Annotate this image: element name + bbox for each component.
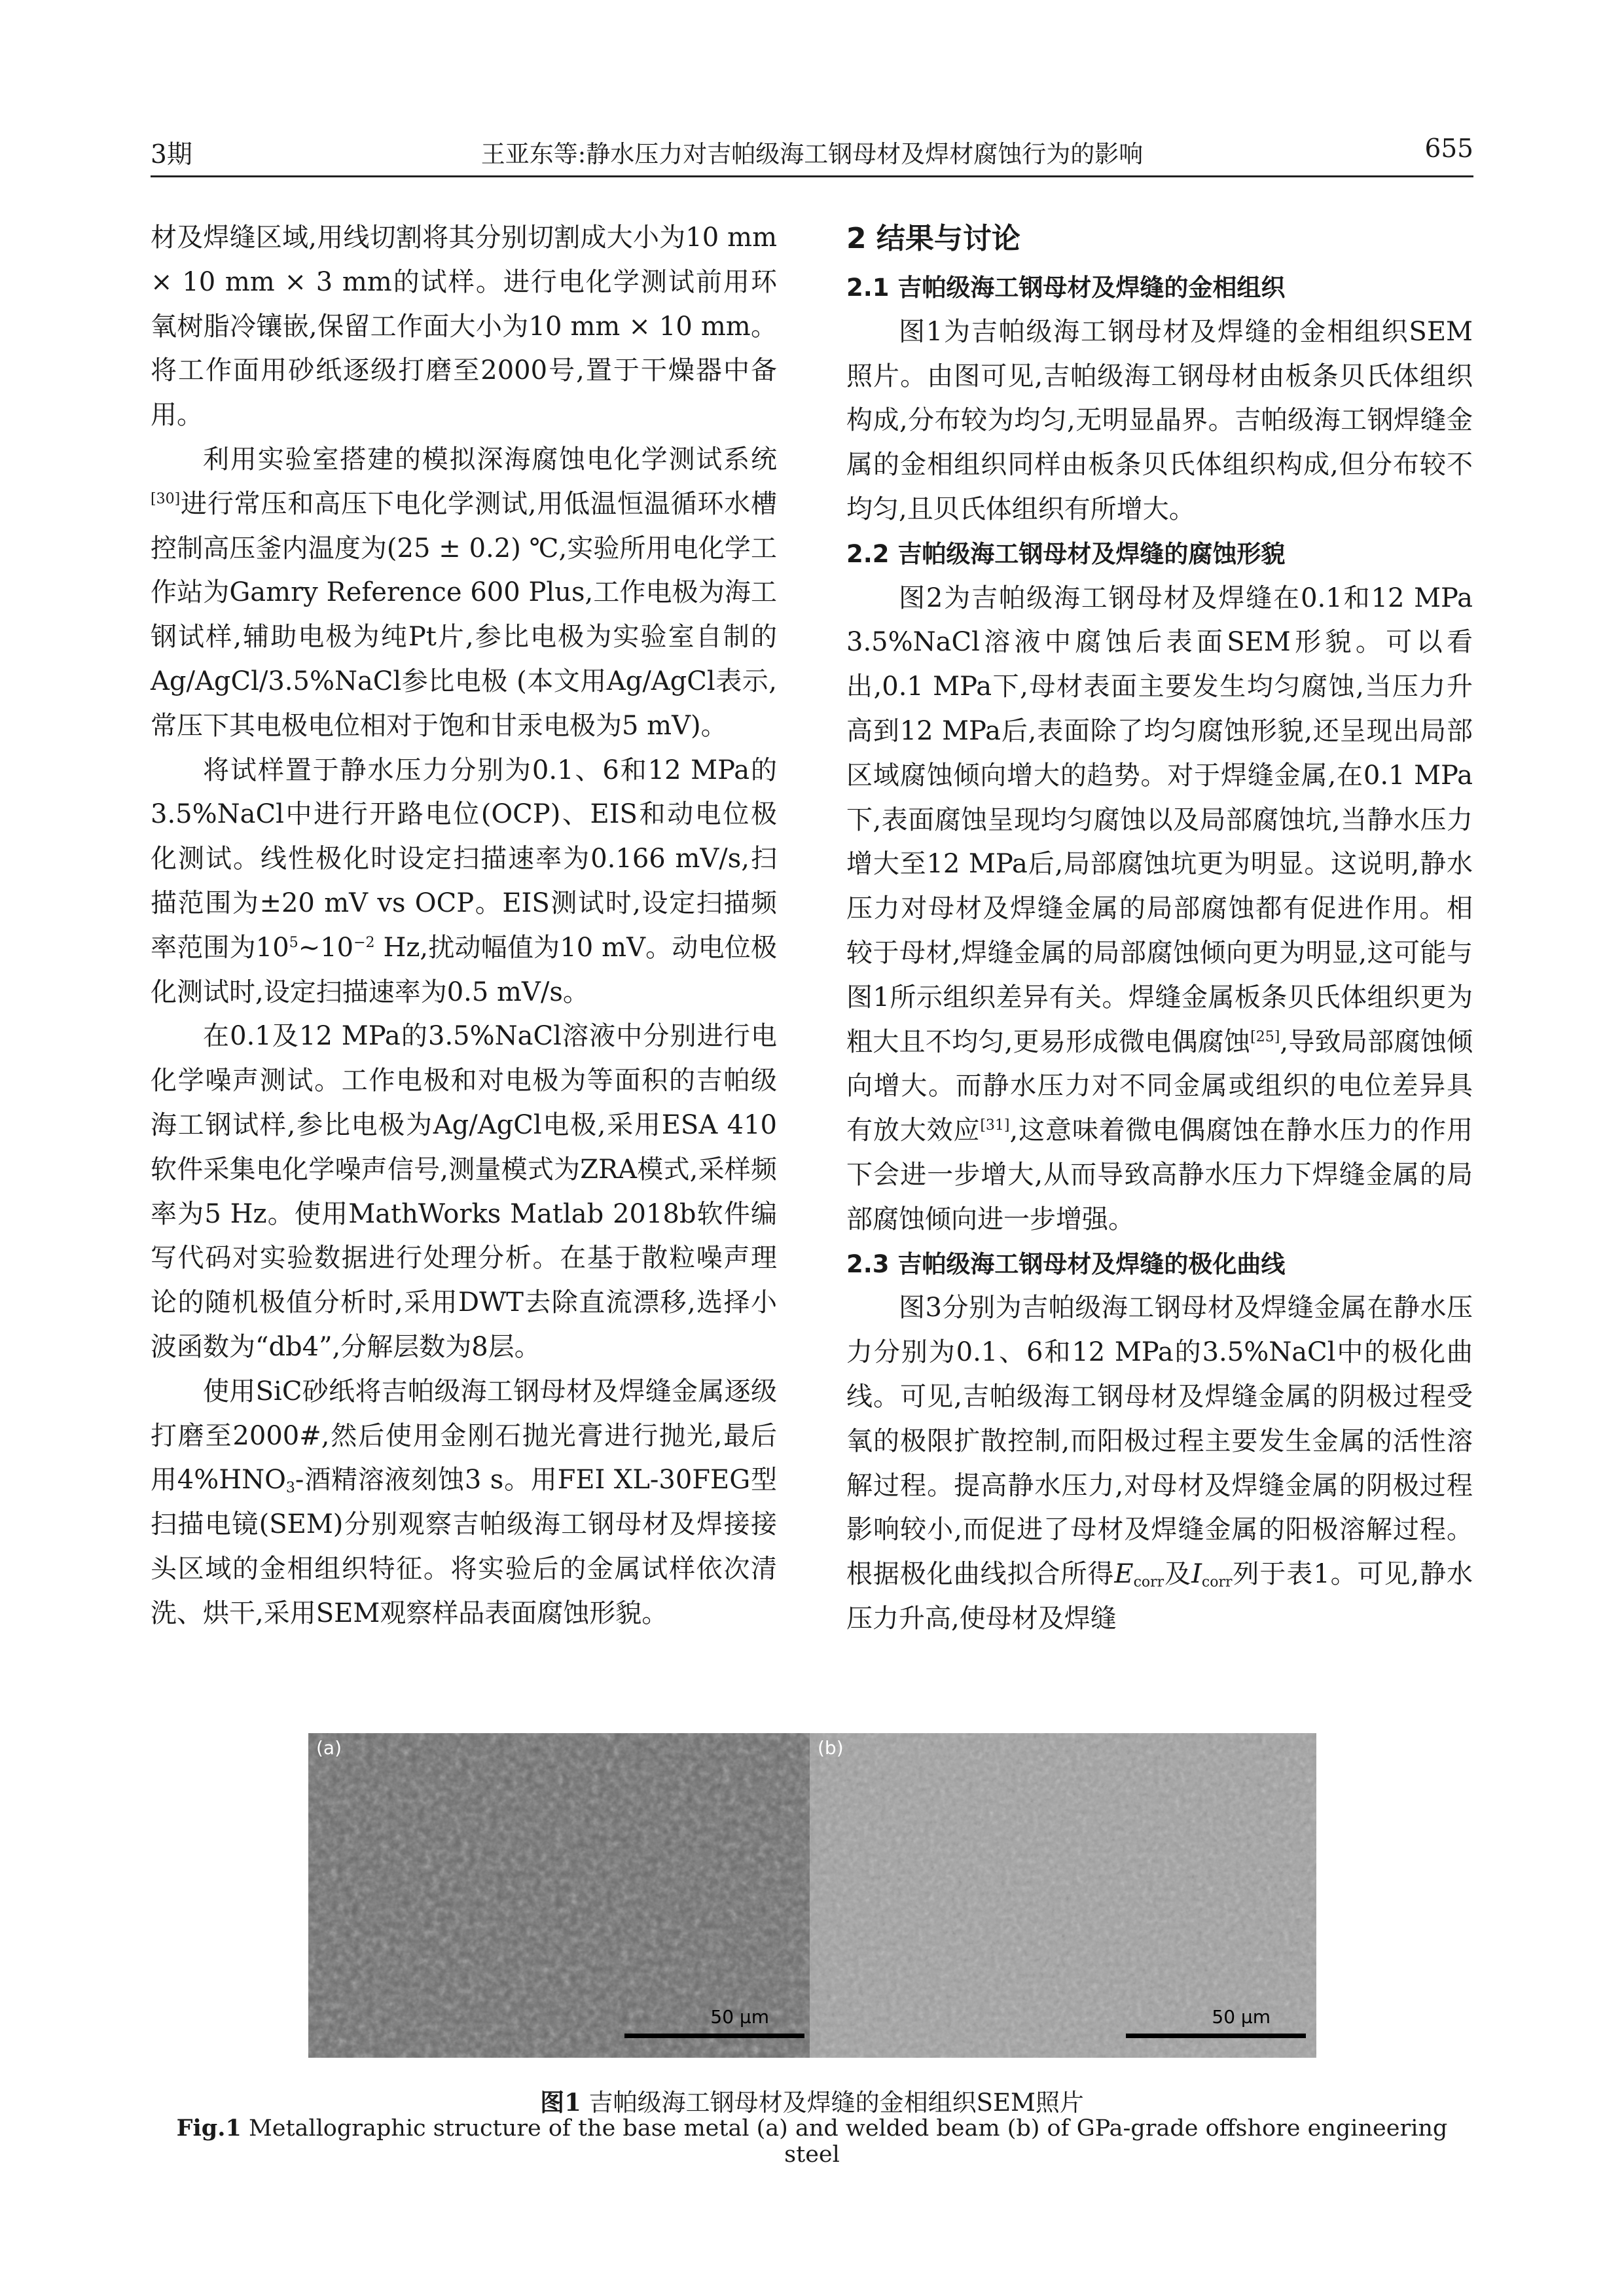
paragraph: 在0.1及12 MPa的3.5%NaCl溶液中分别进行电化学噪声测试。工作电极和对电极为等面积的吉帕级海工钢试样,参比电极为Ag/AgCl电极,采用ESA 410软件采集电化学噪声信号,测量模式为ZRA模式,采样频率为5 Hz。使用MathWorks Matlab 2018b软件编写代码对实验数据进行处理分析。在基于散粒噪声理论的随机极值分析时,采用DWT去除直流漂移,选择小波函数为“db4”,分解层数为8层。 xyxy=(151,1021,777,1362)
citation: [25] xyxy=(1250,1028,1280,1045)
subsection-heading: 2.2 吉帕级海工钢母材及焊缝的腐蚀形貌 xyxy=(846,539,1286,568)
scale-bar xyxy=(1126,2034,1306,2038)
figure-caption-en: Fig.1 Metallographic structure of the base metal (a) and welded beam (b) of GPa-grade offshore engineering steel xyxy=(176,2115,1448,2168)
running-title: 王亚东等:静水压力对吉帕级海工钢母材及焊材腐蚀行为的影响 xyxy=(480,140,1144,168)
sem-image-base-metal xyxy=(308,1733,815,2058)
subsection-heading: 2.1 吉帕级海工钢母材及焊缝的金相组织 xyxy=(846,274,1286,302)
right-column xyxy=(846,216,1473,1641)
subsection-heading: 2.3 吉帕级海工钢母材及焊缝的极化曲线 xyxy=(846,1249,1286,1278)
paragraph: 将试样置于静水压力分别为0.1、6和12 MPa的3.5%NaCl中进行开路电位(OCP)、EIS和动电位极化测试。线性极化时设定扫描速率为0.166 mV/s,扫描范围为±20 mV vs OCP。EIS测试时,设定扫描频率范围为$10^5\sim 10^{-2}$ Hz,扰动幅值为10 mV。动电位极化测试时,设定扫描速率为0.5 mV/s。 xyxy=(151,755,777,1007)
scale-bar xyxy=(624,2034,804,2038)
paragraph: 使用SiC砂纸将吉帕级海工钢母材及焊缝金属逐级打磨至2000#,然后使用金刚石抛光膏进行抛光,最后用4%HNO3-酒精溶液刻蚀3 s。用FEI XL-30FEG型扫描电镜(SEM)分别观察吉帕级海工钢母材及焊接接头区域的金相组织特征。将实验后的金属试样依次清洗、烘干,采用SEM观察样品表面腐蚀形貌。 xyxy=(151,1376,777,1628)
issue-number: 3期 xyxy=(151,140,192,170)
citation: [30] xyxy=(151,490,181,507)
scale-bar-label: 50 μm xyxy=(710,2006,769,2028)
scale-bar-label: 50 μm xyxy=(1212,2006,1271,2028)
paragraph: 图1为吉帕级海工钢母材及焊缝的金相组织SEM照片。由图可见,吉帕级海工钢母材由板条贝氏体组织构成,分布较为均匀,无明显晶界。吉帕级海工钢焊缝金属的金相组织同样由板条贝氏体组织构成,但分布较不均匀,且贝氏体组织有所增大。 xyxy=(846,316,1473,524)
sem-image-weld-metal xyxy=(810,1733,1316,2058)
citation: [31] xyxy=(980,1117,1010,1134)
page-number: 655 xyxy=(1424,134,1473,164)
paragraph: 图2为吉帕级海工钢母材及焊缝在0.1和12 MPa 3.5%NaCl溶液中腐蚀后表面SEM形貌。可以看出,0.1 MPa下,母材表面主要发生均匀腐蚀,当压力升高到12 MPa后,表面除了均匀腐蚀形貌,还呈现出局部区域腐蚀倾向增大的趋势。对于焊缝金属,在0.1 MPa下,表面腐蚀呈现均匀腐蚀以及局部腐蚀坑,当静水压力增大至12 MPa后,局部腐蚀坑更为明显。这说明,静水压力对母材及焊缝金属的局部腐蚀都有促进作用。相较于母材,焊缝金属的局部腐蚀倾向更为明显,这可能与图1所示组织差异有关。焊缝金属板条贝氏体组织更为粗大且不均匀,更易形成微电偶腐蚀[25],导致局部腐蚀倾向增大。而静水压力对不同金属或组织的电位差异具有放大效应[31],这意味着微电偶腐蚀在静水压力的作用下会进一步增大,从而导致高静水压力下焊缝金属的局部腐蚀倾向进一步增强。 xyxy=(846,583,1473,1234)
paragraph: 利用实验室搭建的模拟深海腐蚀电化学测试系统[30]进行常压和高压下电化学测试,用低温恒温循环水槽控制高压釜内温度为(25 ± 0.2) ℃,实验所用电化学工作站为Gamry Reference 600 Plus,工作电极为海工钢试样,辅助电极为纯Pt片,参比电极为实验室自制的Ag/AgCl/3.5%NaCl参比电极 (本文用Ag/AgCl表示,常压下其电极电位相对于饱和甘汞电极为5 mV)。 xyxy=(151,444,777,741)
header-rule xyxy=(151,175,1473,177)
panel-label-b: (b) xyxy=(818,1737,844,1759)
paragraph: 图3分别为吉帕级海工钢母材及焊缝金属在静水压力分别为0.1、6和12 MPa的3.5%NaCl中的极化曲线。可见,吉帕级海工钢母材及焊缝金属的阴极过程受氧的极限扩散控制,而阳极过程主要发生金属的活性溶解过程。提高静水压力,对母材及焊缝金属的阴极过程影响较小,而促进了母材及焊缝金属的阳极溶解过程。根据极化曲线拟合所得Ecorr及Icorr列于表1。可见,静水压力升高,使母材及焊缝 xyxy=(846,1293,1473,1634)
left-column xyxy=(151,216,777,1636)
paragraph: 材及焊缝区域,用线切割将其分别切割成大小为10 mm × 10 mm × 3 mm的试样。进行电化学测试前用环氧树脂冷镶嵌,保留工作面大小为10 mm × 10 mm。将工作面用砂纸逐级打磨至2000号,置于干燥器中备用。 xyxy=(151,223,777,431)
section-heading: 2 结果与讨论 xyxy=(846,222,1020,255)
panel-label-a: (a) xyxy=(316,1737,342,1759)
figure-caption-zh: 图1 吉帕级海工钢母材及焊缝的金相组织SEM照片 xyxy=(540,2088,1084,2117)
running-header xyxy=(151,134,1473,173)
